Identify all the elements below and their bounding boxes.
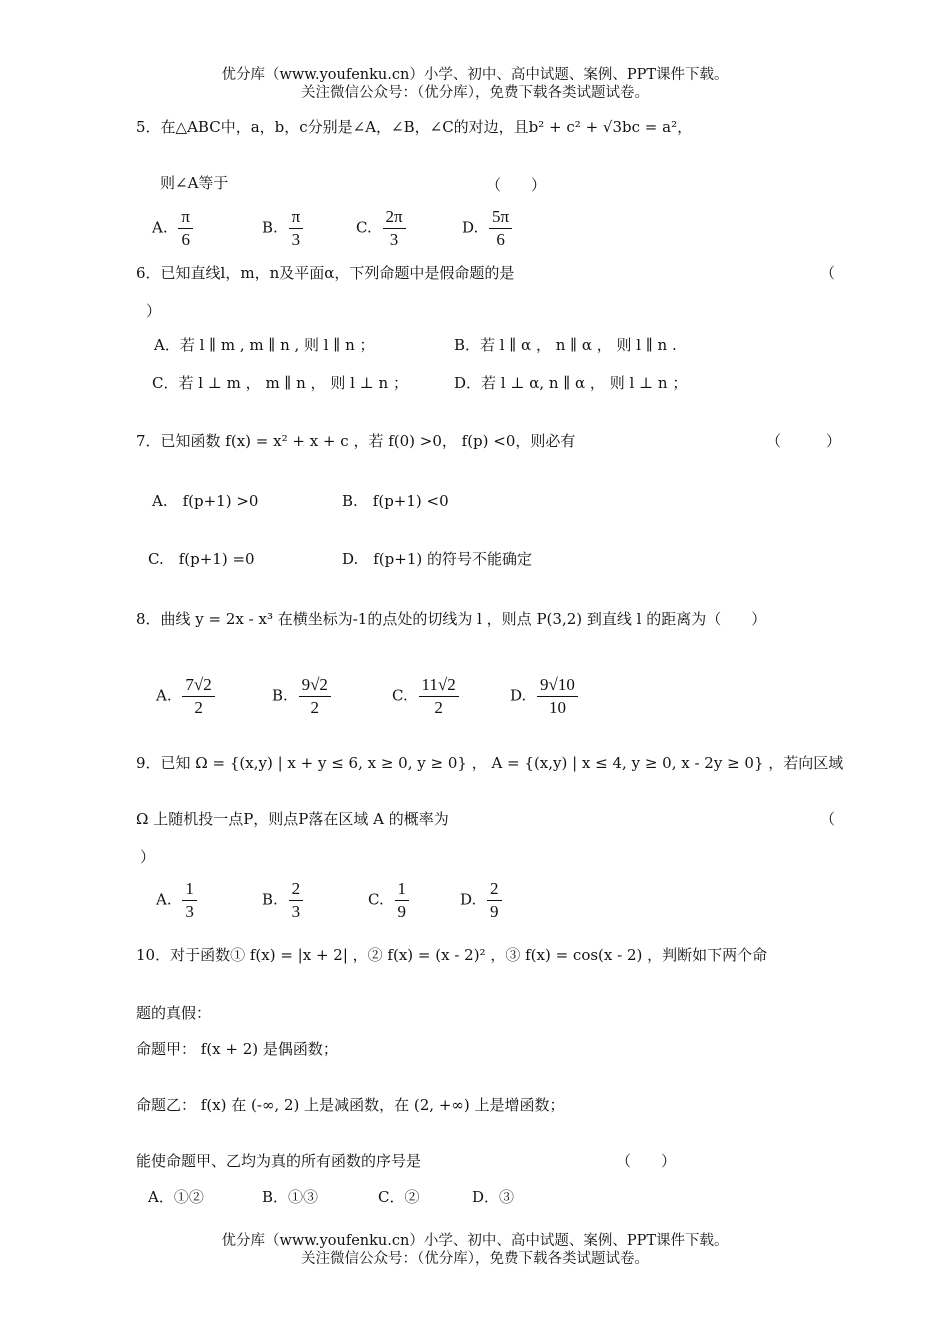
- question-6-paren-open: （: [820, 264, 836, 282]
- option-label: B.: [272, 686, 288, 705]
- fraction: $\frac{7√2}{2}$: [182, 674, 214, 719]
- fraction: $\frac{2}{9}$: [487, 878, 502, 923]
- option-label: B.: [262, 218, 278, 237]
- question-10-option-a[interactable]: A．①②: [148, 1188, 204, 1206]
- question-8-option-a[interactable]: [156, 674, 221, 719]
- fraction: $\frac{11√2}{2}$: [419, 674, 459, 719]
- question-6-stem: 6．已知直线l，m，n及平面α，下列命题中是假命题的是: [136, 264, 515, 282]
- fraction: $\frac{9√2}{2}$: [299, 674, 331, 719]
- option-label: C.: [356, 218, 372, 237]
- question-9-stem: 9．已知 Ω = {(x,y) | x + y ≤ 6, x ≥ 0, y ≥ 0} ， A = {(x,y) | x ≤ 4, y ≥ 0, x - 2y ≥ 0} ，若向区域: [136, 754, 844, 772]
- question-7-option-d[interactable]: D. f(p+1) 的符号不能确定: [342, 550, 532, 568]
- proposition-a: 命题甲： f(x + 2) 是偶函数；: [136, 1040, 338, 1058]
- question-6-option-d[interactable]: D．若 l ⊥ α, n ∥ α ， 则 l ⊥ n ；: [454, 374, 688, 392]
- question-10-option-c[interactable]: C．②: [378, 1188, 420, 1206]
- fraction: $\frac{2\pi}{3}$: [383, 206, 406, 251]
- fraction: $\frac{1}{9}$: [395, 878, 410, 923]
- question-5-option-c[interactable]: [356, 206, 412, 251]
- question-10-option-d[interactable]: D．③: [472, 1188, 515, 1206]
- fraction: $\frac{1}{3}$: [182, 878, 197, 923]
- question-8-option-d[interactable]: [510, 674, 584, 719]
- question-7-option-b[interactable]: B. f(p+1) <0: [342, 492, 449, 510]
- question-9-paren-close: ）: [140, 848, 156, 866]
- question-5-option-a[interactable]: [152, 206, 199, 251]
- fraction: $\frac{5\pi}{6}$: [489, 206, 512, 251]
- question-10-stem: 10．对于函数① f(x) = |x + 2| ，② f(x) = (x - 2)² ，③ f(x) = cos(x - 2) ，判断如下两个命: [136, 946, 768, 964]
- option-label: B.: [262, 890, 278, 909]
- question-5-option-d[interactable]: [462, 206, 518, 251]
- question-8-stem: 8．曲线 y = 2x - x³ 在横坐标为-1的点处的切线为 l ，则点 P(3,2) 到直线 l 的距离为（ ）: [136, 610, 767, 628]
- fraction: $\frac{\pi}{3}$: [289, 206, 304, 251]
- question-10-ask: 能使命题甲、乙均为真的所有函数的序号是: [136, 1152, 422, 1170]
- fraction: $\frac{\pi}{6}$: [178, 206, 193, 251]
- question-6-option-b[interactable]: B．若 l ∥ α ， n ∥ α ， 则 l ∥ n .: [454, 336, 677, 354]
- question-6-option-a[interactable]: A．若 l ∥ m , m ∥ n , 则 l ∥ n ；: [154, 336, 375, 354]
- question-10-option-b[interactable]: B．①③: [262, 1188, 319, 1206]
- question-8-option-b[interactable]: [272, 674, 337, 719]
- option-label: A.: [152, 218, 168, 237]
- page-footer: [0, 1232, 950, 1268]
- question-9-stem-2: Ω 上随机投一点P，则点P落在区域 A 的概率为: [136, 810, 449, 828]
- option-label: D.: [510, 686, 527, 705]
- question-6-option-c[interactable]: C．若 l ⊥ m ， m ∥ n ， 则 l ⊥ n ；: [152, 374, 408, 392]
- question-9-option-a[interactable]: [156, 878, 203, 923]
- question-10-paren: （ ）: [616, 1152, 677, 1170]
- option-label: A.: [156, 890, 172, 909]
- question-10-stem-2: 题的真假：: [136, 1004, 212, 1022]
- question-5-paren: （ ）: [486, 176, 547, 194]
- question-9-option-c[interactable]: [368, 878, 415, 923]
- question-7-option-a[interactable]: A. f(p+1) >0: [152, 492, 259, 510]
- question-5-stem: 5．在△ABC中，a，b，c分别是∠A，∠B，∠C的对边，且b² + c² + √3bc = a²，: [136, 118, 693, 136]
- question-5-option-b[interactable]: [262, 206, 309, 251]
- question-7-stem: 7．已知函数 f(x) = x² + x + c ，若 f(0) >0， f(p) <0，则必有: [136, 432, 576, 450]
- question-9-paren-open: （: [820, 810, 836, 828]
- option-label: C.: [368, 890, 384, 909]
- fraction: $\frac{9√10}{10}$: [537, 674, 578, 719]
- fraction: $\frac{2}{3}$: [289, 878, 304, 923]
- question-9-option-d[interactable]: [460, 878, 508, 923]
- header-line-1: 优分库（www.youfenku.cn）小学、初中、高中试题、案例、PPT课件下载。: [221, 67, 729, 83]
- question-7-paren: （ ）: [766, 432, 842, 450]
- footer-line-1: 优分库（www.youfenku.cn）小学、初中、高中试题、案例、PPT课件下载。: [221, 1233, 729, 1249]
- option-label: C.: [392, 686, 408, 705]
- option-label: D.: [460, 890, 477, 909]
- question-8-option-c[interactable]: [392, 674, 465, 719]
- option-label: A.: [156, 686, 172, 705]
- proposition-b: 命题乙： f(x) 在 (-∞, 2) 上是减函数，在 (2, +∞) 上是增函数；: [136, 1096, 565, 1114]
- question-9-option-b[interactable]: [262, 878, 309, 923]
- question-5-stem-2: 则∠A等于: [160, 174, 229, 192]
- page-header: [0, 66, 950, 102]
- header-line-2: 关注微信公众号：（优分库），免费下载各类试题试卷。: [301, 85, 649, 101]
- footer-line-2: 关注微信公众号：（优分库），免费下载各类试题试卷。: [301, 1251, 649, 1267]
- question-6-paren-close: ）: [146, 302, 162, 320]
- option-label: D.: [462, 218, 479, 237]
- question-7-option-c[interactable]: C. f(p+1) =0: [148, 550, 255, 568]
